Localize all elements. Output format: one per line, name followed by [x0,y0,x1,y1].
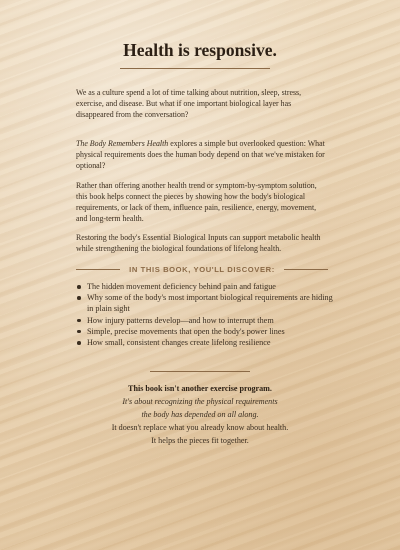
discover-list [76,281,336,348]
list-item [76,281,336,292]
title-divider [120,68,270,69]
list-item-text: How small, consistent changes create lifelong resilience [87,338,271,348]
page-title: Health is responsive. [123,40,277,60]
bullet-icon [77,285,81,289]
bullet-icon [77,319,81,323]
closing-line-4: It doesn't replace what you already know about health. [111,423,289,432]
header-rule-right [284,269,328,270]
closing-divider [150,371,250,372]
list-item [76,315,336,326]
list-item [76,292,336,314]
list-item-text: Simple, precise movements that open the body's power lines [87,326,285,336]
closing-line-1: This book isn't another exercise program. [128,384,272,393]
header-rule-left [76,269,120,270]
restoring-paragraph: Restoring the body's Essential Biological Inputs can support metabolic health while strengthening the biological foundations of lifelong health. [76,233,321,253]
approach-paragraph: Rather than offering another health trend or symptom-by-symptom solution, this book helps connect the pieces by showing how the body's biological requirements, or lack of them, influence pain, resilience, energy, movement, and long-term health. [76,181,317,223]
intro-paragraph: We as a culture spend a lot of time talking about nutrition, sleep, stress, exercise, and disease. But what if one important biological layer has disappeared from the conversation? [76,88,302,119]
closing-line-2: It's about recognizing the physical requirements [122,397,278,406]
bullet-icon [77,341,81,345]
list-item-text: The hidden movement deficiency behind pain and fatigue [87,282,276,291]
list-item [76,337,336,348]
book-title-italic: The Body Remembers Health [76,139,169,148]
book-question-text: explores a simple but overlooked question: What physical requirements does the human body depend on that we've mistaken for optional? [76,139,325,170]
bullet-icon [77,330,81,334]
list-item [76,326,336,337]
list-item-text: How injury patterns develop—and how to interrupt them [87,315,274,325]
closing-line-5: It helps the pieces fit together. [151,436,249,445]
book-question-paragraph [76,138,328,171]
discover-section-header [76,264,328,276]
list-item-text: Why some of the body's most important biological requirements are hiding in plain sight [87,293,333,314]
closing-line-3: the body has depended on all along. [141,410,259,419]
closing-statement [0,382,400,447]
discover-heading: IN THIS BOOK, YOU'LL DISCOVER: [129,265,275,274]
bullet-icon [77,296,81,300]
